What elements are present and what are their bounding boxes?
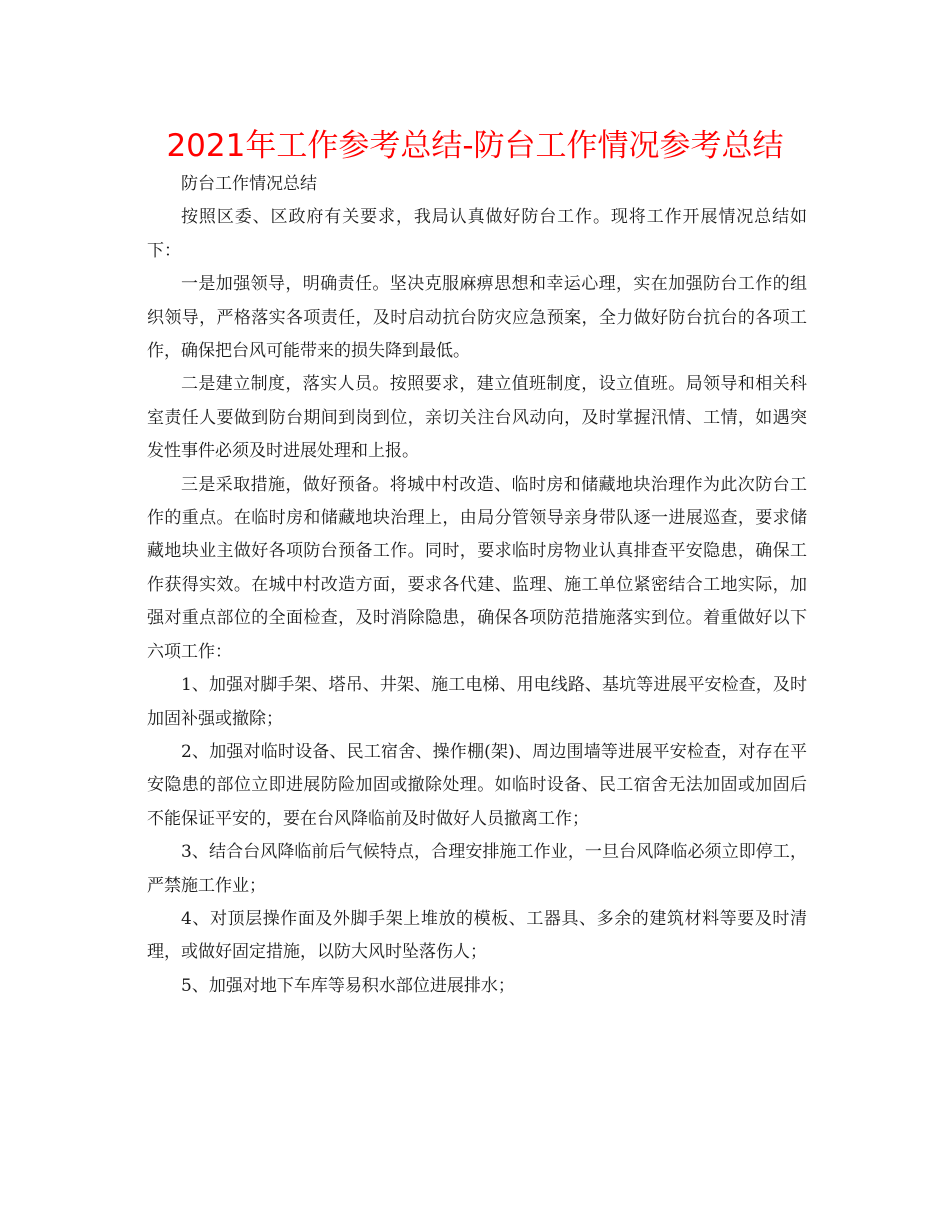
paragraph-point-1: 一是加强领导，明确责任。坚决克服麻痹思想和幸运心理，实在加强防台工作的组织领导，严格落实各项责任，及时启动抗台防灾应急预案，全力做好防台抗台的各项工作，确保把台风可能带来的损失降到最低。 (147, 274, 807, 362)
document-body (147, 168, 807, 1003)
list-item-3: 3、结合台风降临前后气候特点，合理安排施工作业，一旦台风降临必须立即停工，严禁施工作业； (147, 842, 807, 896)
paragraph-point-3: 三是采取措施，做好预备。将城中村改造、临时房和储藏地块治理作为此次防台工作的重点。在临时房和储藏地块治理上，由局分管领导亲身带队逐一进展巡查，要求储藏地块业主做好各项防台预备工作。同时，要求临时房物业认真排查平安隐患，确保工作获得实效。在城中村改造方面，要求各代建、监理、施工单位紧密结合工地实际，加强对重点部位的全面检查，及时消除隐患，确保各项防范措施落实到位。着重做好以下六项工作： (147, 474, 807, 662)
document-title: 2021年工作参考总结-防台工作情况参考总结 (166, 128, 784, 164)
paragraph-point-2: 二是建立制度，落实人员。按照要求，建立值班制度，设立值班。局领导和相关科室责任人要做到防台期间到岗到位，亲切关注台风动向，及时掌握汛情、工情，如遇突发性事件必须及时进展处理和上报。 (147, 374, 807, 462)
paragraph-subtitle: 防台工作情况总结 (181, 174, 317, 194)
list-item-1: 1、加强对脚手架、塔吊、井架、施工电梯、用电线路、基坑等进展平安检查，及时加固补强或撤除； (147, 675, 807, 729)
paragraph-intro: 按照区委、区政府有关要求，我局认真做好防台工作。现将工作开展情况总结如下： (147, 207, 807, 261)
list-item-5: 5、加强对地下车库等易积水部位进展排水； (181, 975, 515, 996)
list-item-4: 4、对顶层操作面及外脚手架上堆放的模板、工器具、多余的建筑材料等要及时清理，或做好固定措施，以防大风时坠落伤人； (147, 908, 807, 963)
list-item-2: 2、加强对临时设备、民工宿舍、操作棚(架)、周边围墙等进展平安检查，对存在平安隐患的部位立即进展防险加固或撤除处理。如临时设备、民工宿舍无法加固或加固后不能保证平安的，要在台风降临前及时做好人员撤离工作； (147, 741, 807, 829)
